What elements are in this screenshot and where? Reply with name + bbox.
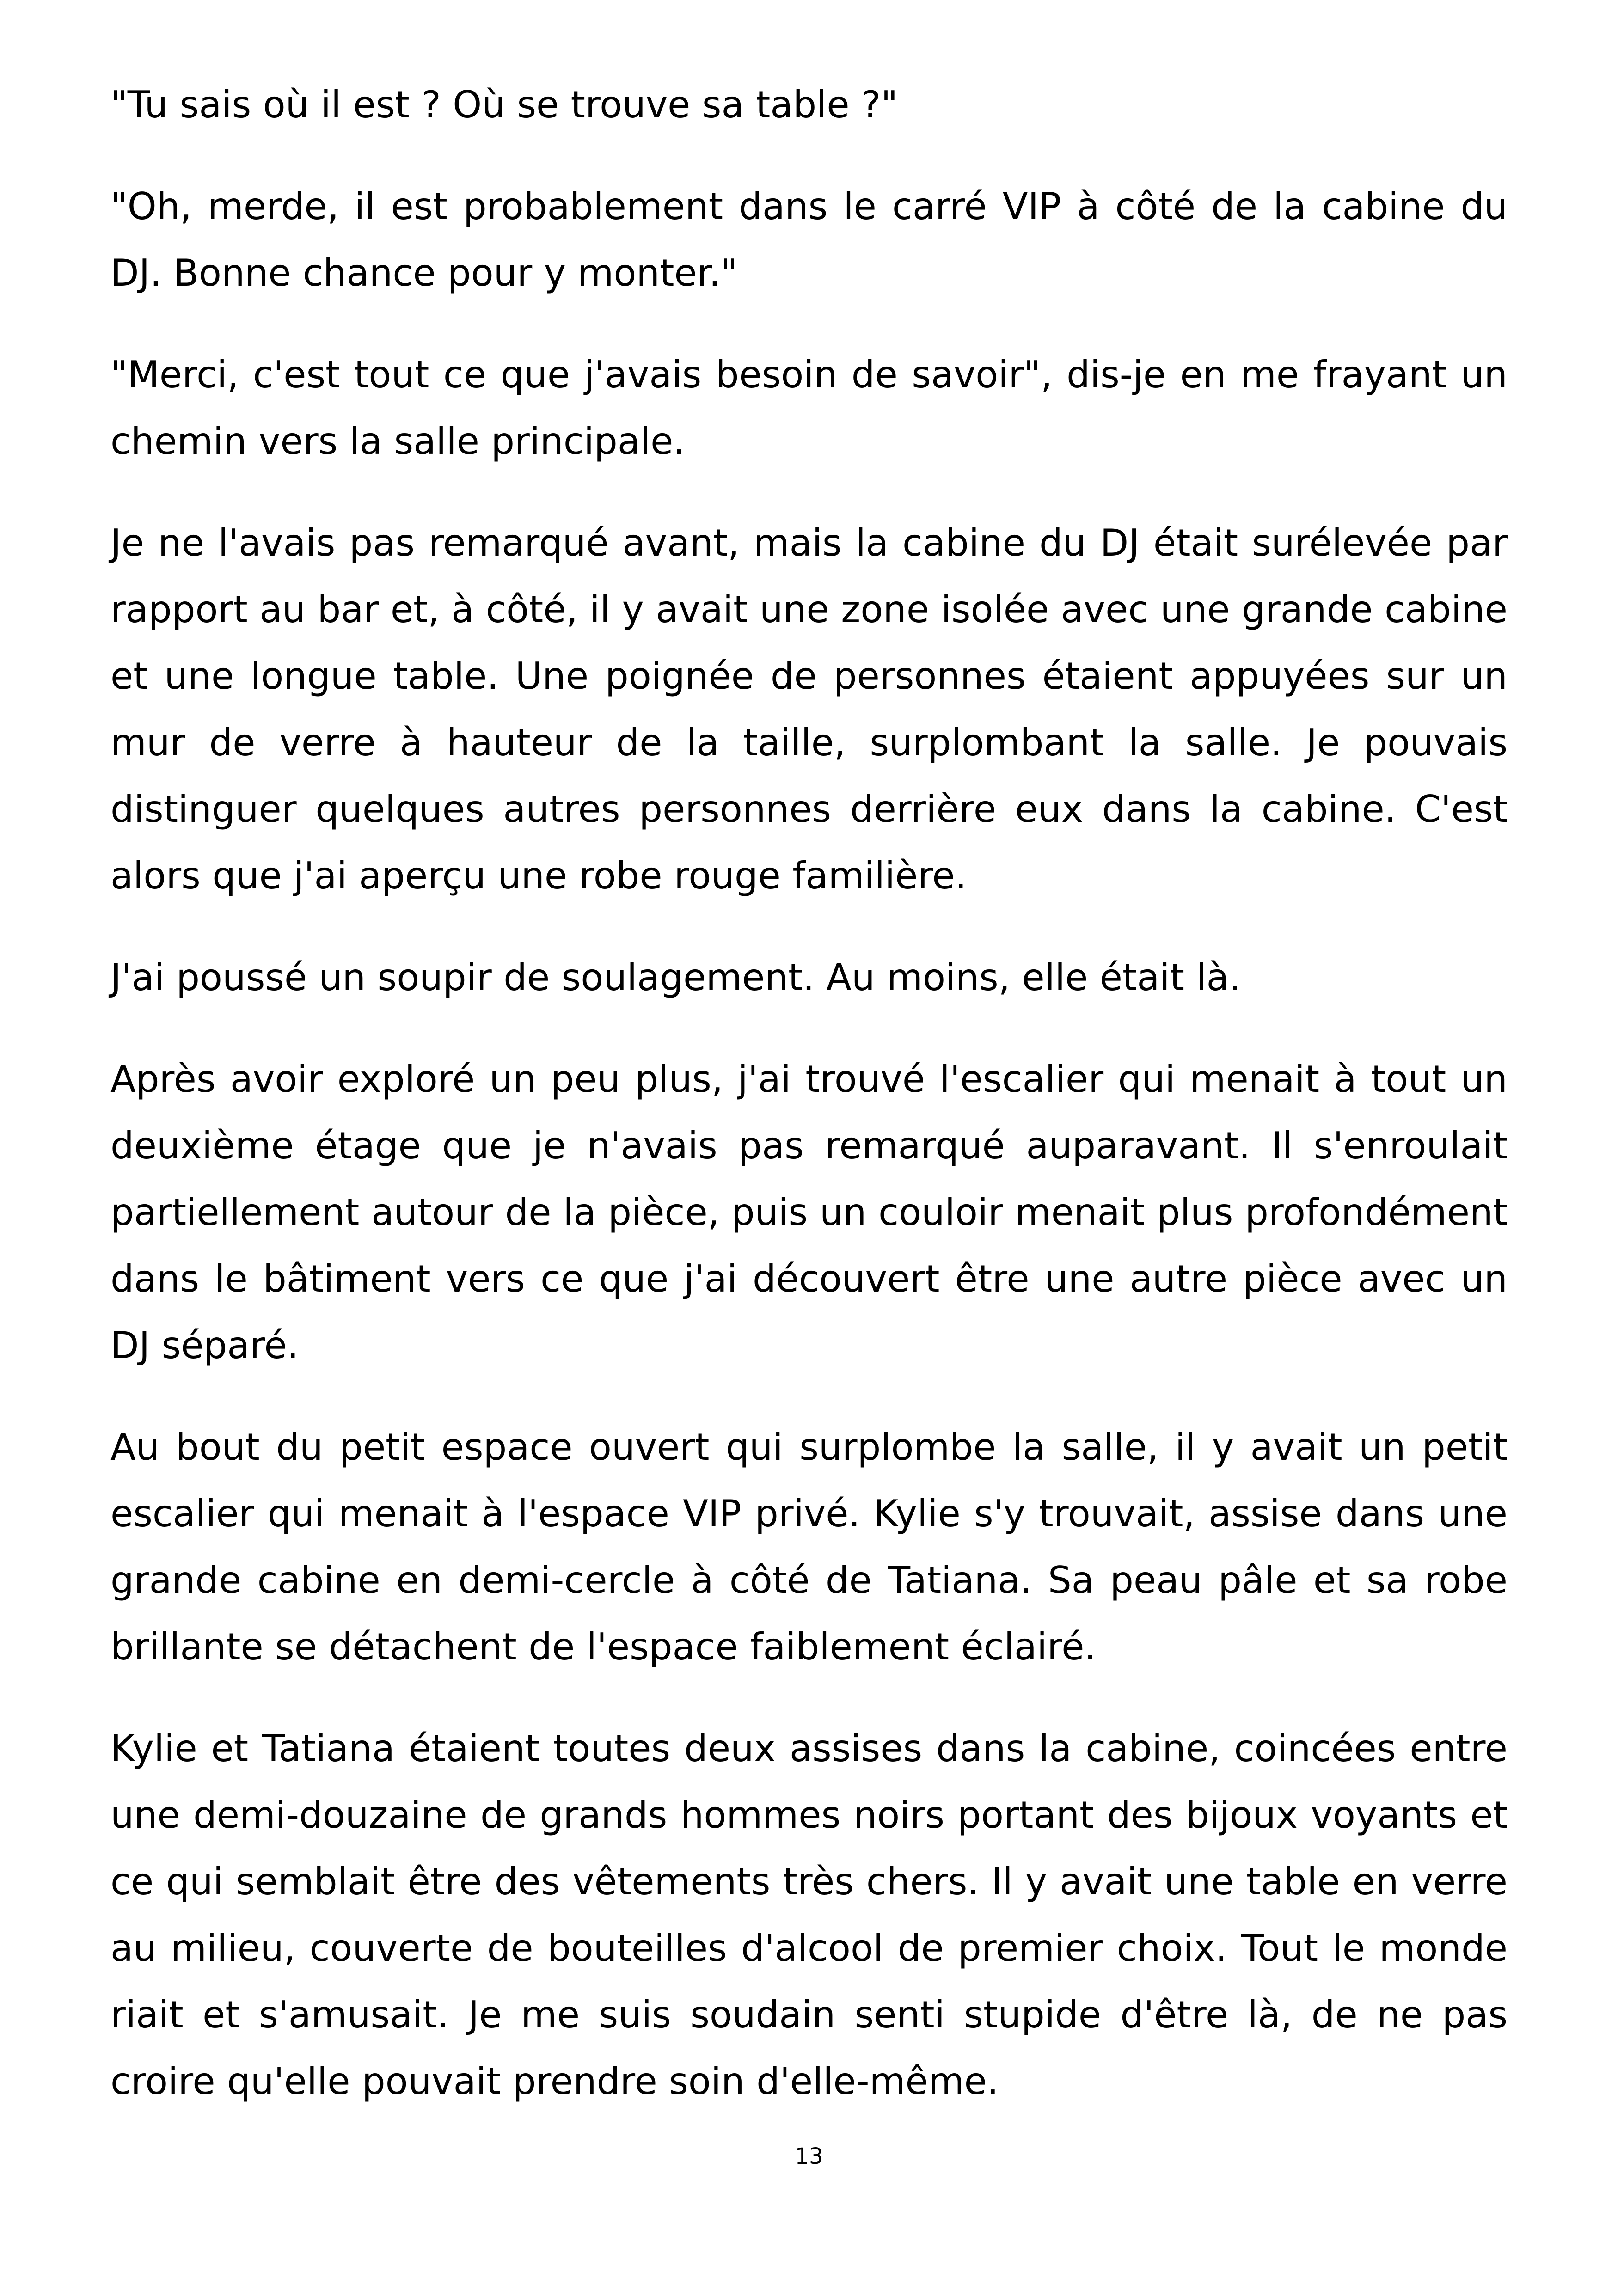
paragraph-3: "Merci, c'est tout ce que j'avais besoin de savoir", dis-je en me frayant un chemin vers la salle principale.: [110, 353, 1508, 463]
paragraph-8: Kylie et Tatiana étaient toutes deux assises dans la cabine, coincées entre une demi-douzaine de grands hommes noirs portant des bijoux voyants et ce qui semblait être des vêtements très chers. Il y avait une table en verre au milieu, couverte de bouteilles d'alcool de premier choix. Tout le monde riait et s'amusait. Je me suis soudain senti stupide d'être là, de ne pas croire qu'elle pouvait prendre soin d'elle-même.: [110, 1727, 1508, 2103]
paragraph-7: Au bout du petit espace ouvert qui surplombe la salle, il y avait un petit escalier qui menait à l'espace VIP privé. Kylie s'y trouvait, assise dans une grande cabine en demi-cercle à côté de Tatiana. Sa peau pâle et sa robe brillante se détachent de l'espace faiblement éclairé.: [110, 1426, 1508, 1668]
paragraph-1: "Tu sais où il est ? Où se trouve sa table ?": [110, 83, 898, 126]
page-number: 13: [795, 2143, 823, 2169]
paragraph-2: "Oh, merde, il est probablement dans le carré VIP à côté de la cabine du DJ. Bonne chance pour y monter.": [110, 185, 1508, 294]
paragraph-5: J'ai poussé un soupir de soulagement. Au moins, elle était là.: [110, 956, 1241, 999]
paragraph-4: Je ne l'avais pas remarqué avant, mais la cabine du DJ était surélevée par rapport au bar et, à côté, il y avait une zone isolée avec une grande cabine et une longue table. Une poignée de personnes étaient appuyées sur un mur de verre à hauteur de la taille, surplombant la salle. Je pouvais distinguer quelques autres personnes derrière eux dans la cabine. C'est alors que j'ai aperçu une robe rouge familière.: [110, 521, 1508, 897]
body-text: [110, 72, 1508, 2150]
paragraph-6: Après avoir exploré un peu plus, j'ai trouvé l'escalier qui menait à tout un deuxième étage que je n'avais pas remarqué auparavant. Il s'enroulait partiellement autour de la pièce, puis un couloir menait plus profondément dans le bâtiment vers ce que j'ai découvert être une autre pièce avec un DJ séparé.: [110, 1058, 1508, 1367]
